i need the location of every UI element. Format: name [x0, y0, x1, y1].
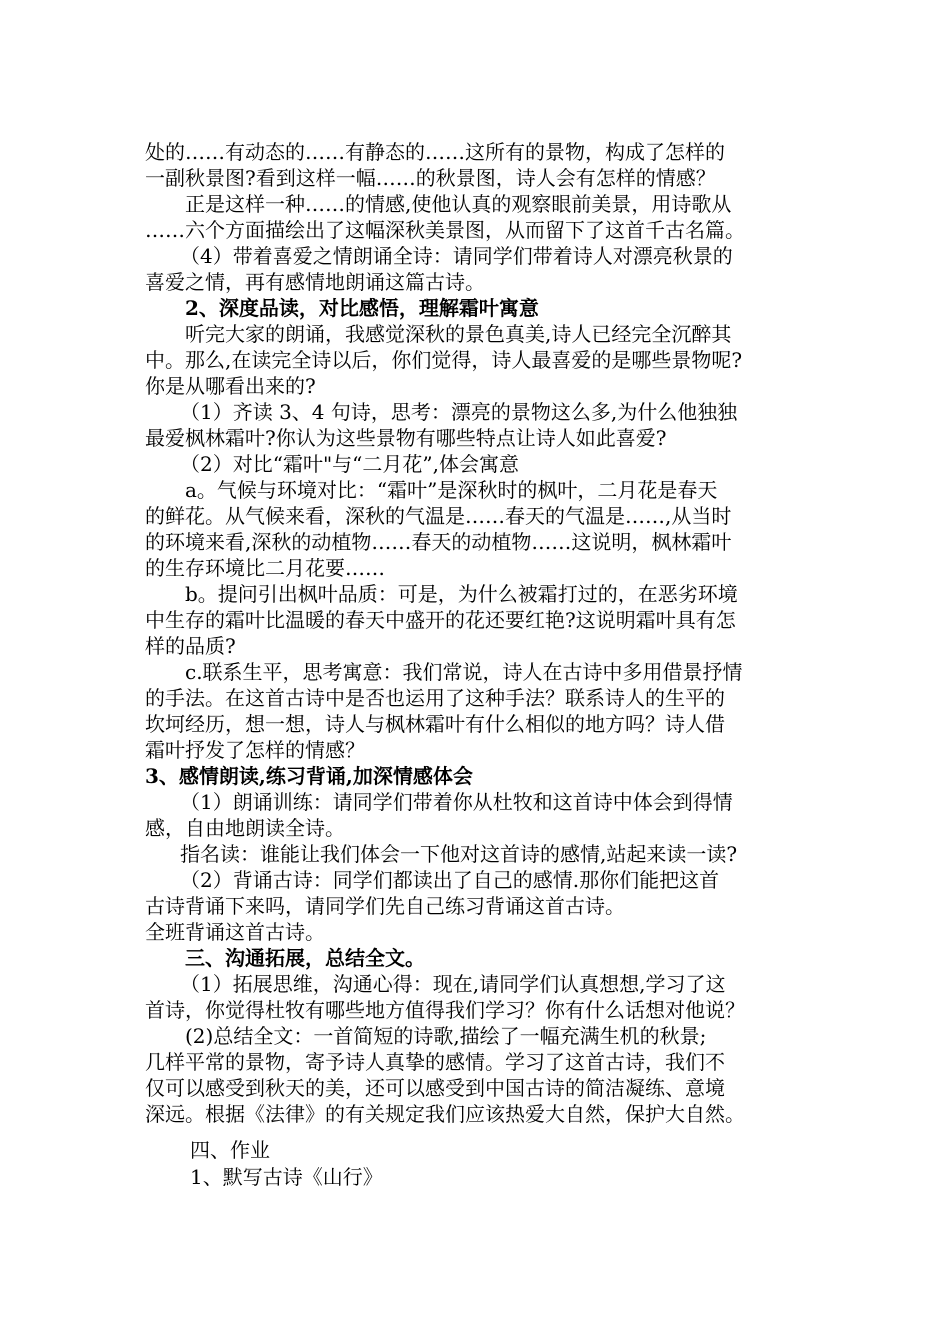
body-text-line: c.联系生平，思考寓意：我们常说，诗人在古诗中多用借景抒情 [185, 660, 743, 684]
body-text-line: 仅可以感受到秋天的美，还可以感受到中国古诗的简洁凝练、意境 [145, 1076, 725, 1100]
section-heading: 3、感情朗读,练习背诵,加深情感体会 [145, 764, 473, 788]
body-text-line: 首诗，你觉得杜牧有哪些地方值得我们学习？你有什么话想对他说？ [145, 998, 745, 1022]
body-text-line: 处的……有动态的……有静态的……这所有的景物，构成了怎样的 [145, 140, 725, 164]
body-text-line: 的环境来看,深秋的动植物……春天的动植物……这说明，枫林霜叶 [145, 530, 732, 554]
body-text-line: 全班背诵这首古诗。 [145, 920, 325, 944]
body-text-line: (2)总结全文：一首简短的诗歌,描绘了一幅充满生机的秋景; [185, 1024, 707, 1048]
body-text-line: （1）拓展思维，沟通心得：现在,请同学们认真想想,学习了这 [180, 972, 726, 996]
body-text-line: b。提问引出枫叶品质：可是，为什么被霜打过的，在恶劣环境 [185, 582, 738, 606]
body-text-line: 感，自由地朗读全诗。 [145, 816, 345, 840]
body-text-line: （1）朗诵训练：请同学们带着你从杜牧和这首诗中体会到得情 [180, 790, 733, 814]
section-heading: 四、作业 [190, 1138, 270, 1162]
section-heading: 三、沟通拓展，总结全文。 [185, 946, 425, 970]
body-text-line: （2）背诵古诗：同学们都读出了自己的感情.那你们能把这首 [180, 868, 720, 892]
body-text-line: 中生存的霜叶比温暖的春天中盛开的花还要红艳?这说明霜叶具有怎 [145, 608, 736, 632]
body-text-line: 的鲜花。从气候来看，深秋的气温是……春天的气温是……,从当时 [145, 504, 732, 528]
body-text-line: 1、默写古诗《山行》 [190, 1165, 383, 1189]
body-text-line: 古诗背诵下来吗，请同学们先自己练习背诵这首古诗。 [145, 894, 625, 918]
body-text-line: 喜爱之情，再有感情地朗诵这篇古诗。 [145, 270, 485, 294]
body-text-line: 霜叶抒发了怎样的情感？ [145, 738, 365, 762]
body-text-line: 的生存环境比二月花要…… [145, 556, 385, 580]
body-text-line: 一副秋景图?看到这样一幅……的秋景图，诗人会有怎样的情感？ [145, 166, 716, 190]
body-text-line: （1）齐读 3、4 句诗，思考：漂亮的景物这么多,为什么他独独 [180, 400, 738, 424]
body-text-line: ……六个方面描绘出了这幅深秋美景图，从而留下了这首千古名篇。 [145, 218, 745, 242]
section-heading: 2、深度品读，对比感悟，理解霜叶寓意 [185, 296, 539, 320]
body-text-line: 坎坷经历，想一想，诗人与枫林霜叶有什么相似的地方吗？诗人借 [145, 712, 725, 736]
body-text-line: （4）带着喜爱之情朗诵全诗：请同学们带着诗人对漂亮秋景的 [180, 244, 733, 268]
body-text-line: 深远。根据《法律》的有关规定我们应该热爱大自然，保护大自然。 [145, 1102, 745, 1126]
body-text-line: （2）对比“霜叶"与“二月花”,体会寓意 [180, 452, 519, 476]
body-text-line: 的手法。在这首古诗中是否也运用了这种手法？联系诗人的生平的 [145, 686, 725, 710]
body-text-line: 最爱枫林霜叶?你认为这些景物有哪些特点让诗人如此喜爱? [145, 426, 667, 450]
body-text-line: 指名读：谁能让我们体会一下他对这首诗的感情,站起来读一读? [180, 842, 738, 866]
body-text-line: 听完大家的朗诵，我感觉深秋的景色真美,诗人已经完全沉醉其 [185, 322, 732, 346]
body-text-line: 你是从哪看出来的? [145, 374, 316, 398]
body-text-line: a。气候与环境对比：“霜叶”是深秋时的枫叶，二月花是春天 [185, 478, 718, 502]
body-text-line: 几样平常的景物，寄予诗人真挚的感情。学习了这首古诗，我们不 [145, 1050, 725, 1074]
body-text-line: 正是这样一种……的情感,使他认真的观察眼前美景，用诗歌从 [185, 192, 732, 216]
body-text-line: 样的品质? [145, 634, 236, 658]
body-text-line: 中。那么,在读完全诗以后，你们觉得，诗人最喜爱的是哪些景物呢? [145, 348, 743, 372]
